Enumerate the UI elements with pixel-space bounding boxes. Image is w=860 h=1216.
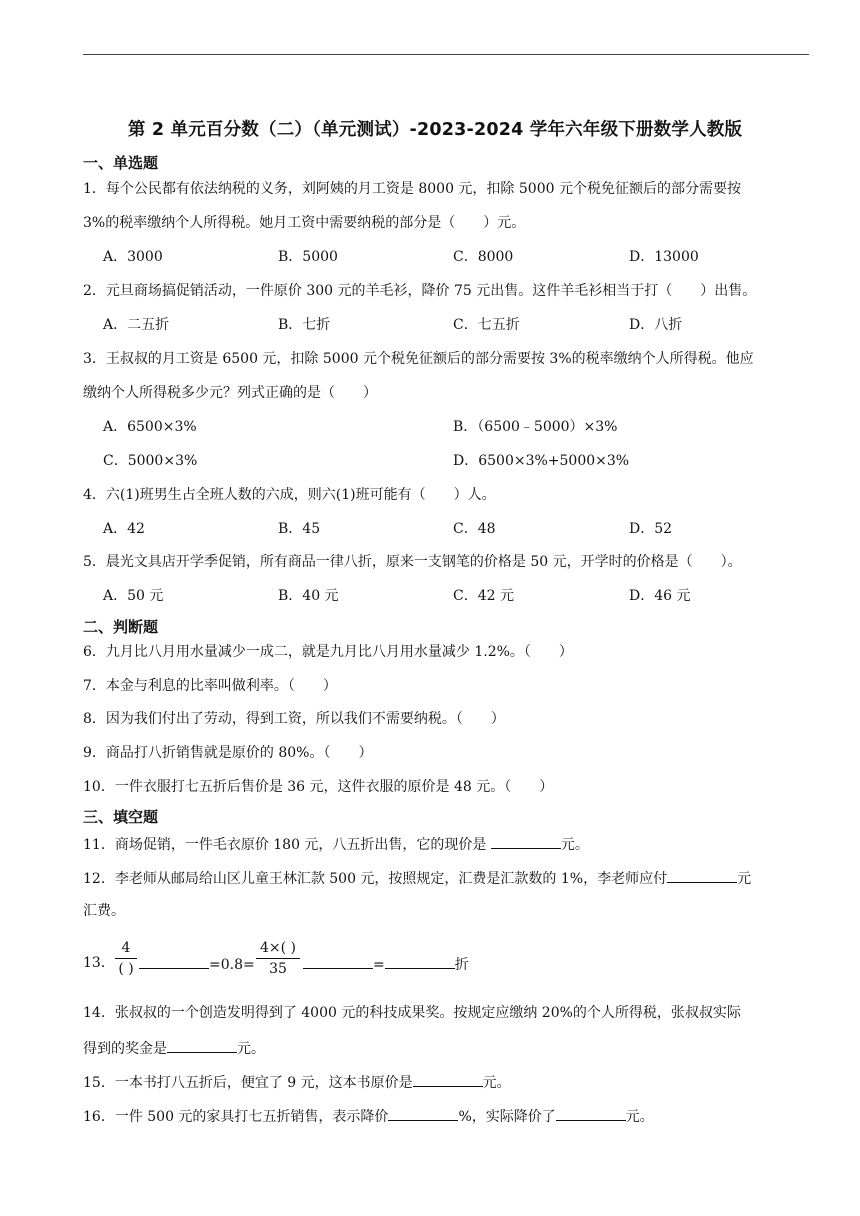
question-11: [83, 834, 589, 854]
question-1-option-b[interactable]: B．5000: [278, 249, 338, 265]
question-12-text: 12．李老师从邮局给山区儿童王林汇款 500 元，按照规定，汇费是汇款数的 1%，李老师应付: [83, 871, 668, 887]
question-2-line-1: 2．元旦商场搞促销活动，一件原价 300 元的羊毛衫，降价 75 元出售。这件羊毛衫相当于打（ ）出售。: [83, 283, 757, 299]
question-3-option-a[interactable]: A．6500×3%: [103, 419, 197, 435]
question-14-unit: 元。: [237, 1041, 265, 1057]
question-10: 10．一件衣服打七五折后售价是 36 元，这件衣服的原价是 48 元。（ ）: [83, 779, 554, 795]
section-heading-true-false: 二、判断题: [83, 618, 159, 636]
question-5-option-d[interactable]: D．46 元: [629, 588, 691, 604]
answer-blank[interactable]: [388, 1106, 458, 1121]
question-15: [83, 1072, 511, 1092]
question-7: 7．本金与利息的比率叫做利率。（ ）: [83, 678, 337, 694]
question-5-option-b[interactable]: B．40 元: [278, 588, 339, 604]
question-13-label: 13．: [83, 955, 115, 971]
question-13-unit: 折: [454, 957, 469, 973]
question-15-text: 15．一本书打八五折后，便宜了 9 元，这本书原价是: [83, 1075, 413, 1091]
question-16-middle: %，实际降价了: [458, 1109, 556, 1125]
question-12-line-1: [83, 868, 751, 888]
question-3-line-2: 缴纳个人所得税多少元？列式正确的是（ ）: [83, 385, 377, 401]
answer-blank[interactable]: [167, 1038, 237, 1053]
question-11-unit: 元。: [560, 837, 589, 853]
question-6: 6．九月比八月用水量减少一成二，就是九月比八月用水量减少 1.2%。（ ）: [83, 644, 573, 660]
question-1-line-1: 1．每个公民都有依法纳税的义务，刘阿姨的月工资是 8000 元，扣除 5000 元个税免征额后的部分需要按: [83, 181, 741, 197]
answer-blank[interactable]: [303, 954, 373, 969]
question-4-option-a[interactable]: A．42: [103, 521, 145, 537]
question-3-option-b[interactable]: B．（6500﹣5000）×3%: [453, 419, 618, 435]
question-16-text: 16．一件 500 元的家具打七五折销售，表示降价: [83, 1109, 389, 1125]
page-title: 第 2 单元百分数（二）（单元测试）-2023-2024 学年六年级下册数学人教版: [127, 120, 743, 140]
answer-blank[interactable]: [491, 834, 561, 849]
question-13-fraction-2: [256, 939, 300, 978]
question-1-line-2: 3%的税率缴纳个人所得税。她月工资中需要纳税的部分是（ ）元。: [83, 215, 526, 231]
fraction-numerator: 4×( ): [259, 940, 296, 956]
question-4-option-d[interactable]: D．52: [629, 521, 673, 537]
answer-blank[interactable]: [139, 954, 209, 969]
fraction-numerator: 4: [121, 940, 131, 956]
question-14-line-2: [83, 1038, 265, 1058]
fraction-denominator: ( ): [118, 961, 134, 977]
question-14-text: 得到的奖金是: [83, 1041, 167, 1057]
answer-blank[interactable]: [667, 868, 737, 883]
fraction-bar: [256, 958, 300, 959]
question-12-line-2: 汇费。: [83, 903, 125, 919]
answer-blank[interactable]: [413, 1072, 483, 1087]
question-16-unit: 元。: [625, 1109, 654, 1125]
question-5-option-c[interactable]: C．42 元: [453, 588, 514, 604]
question-11-text: 11．商场促销，一件毛衣原价 180 元，八五折出售，它的现价是: [83, 837, 491, 853]
section-heading-single-choice: 一、单选题: [83, 154, 159, 172]
section-heading-fill-blank: 三、填空题: [83, 808, 159, 826]
question-5-line-1: 5．晨光文具店开学季促销，所有商品一律八折，原来一支钢笔的价格是 50 元，开学时的价格是（ ）。: [83, 554, 742, 570]
question-4-line-1: 4．六(1)班男生占全班人数的六成，则六(1)班可能有（ ）人。: [83, 487, 496, 503]
question-3-option-c[interactable]: C．5000×3%: [103, 453, 198, 469]
question-1-option-c[interactable]: C．8000: [453, 249, 514, 265]
question-13-part-2: [303, 954, 469, 974]
question-13-equals-08: =0.8=: [209, 957, 255, 973]
question-4-option-c[interactable]: C．48: [453, 521, 496, 537]
question-2-option-b[interactable]: B．七折: [278, 317, 331, 333]
question-5-option-a[interactable]: A．50 元: [103, 588, 164, 604]
question-14-line-1: 14．张叔叔的一个创造发明得到了 4000 元的科技成果奖。按规定应缴纳 20%的个人所得税，张叔叔实际: [83, 1005, 741, 1021]
answer-blank[interactable]: [385, 954, 455, 969]
question-4-option-b[interactable]: B．45: [278, 521, 321, 537]
question-2-option-a[interactable]: A．二五折: [103, 317, 170, 333]
question-2-option-d[interactable]: D．八折: [629, 317, 683, 333]
question-13-equals: =: [373, 957, 385, 973]
question-2-option-c[interactable]: C．七五折: [453, 317, 520, 333]
question-15-unit: 元。: [482, 1075, 511, 1091]
question-1-option-a[interactable]: A．3000: [103, 249, 163, 265]
answer-blank[interactable]: [556, 1106, 626, 1121]
question-13-fraction-1: [115, 939, 137, 978]
question-3-line-1: 3．王叔叔的月工资是 6500 元，扣除 5000 元个税免征额后的部分需要按 3%的税率缴纳个人所得税。他应: [83, 351, 754, 367]
fraction-bar: [115, 958, 137, 959]
question-8: 8．因为我们付出了劳动，得到工资，所以我们不需要纳税。（ ）: [83, 711, 505, 727]
question-16: [83, 1106, 654, 1126]
question-13-part-1: [139, 954, 255, 974]
fraction-denominator: 35: [269, 961, 287, 977]
header-rule: [83, 54, 809, 55]
question-9: 9．商品打八折销售就是原价的 80%。（ ）: [83, 745, 373, 761]
question-1-option-d[interactable]: D．13000: [629, 249, 699, 265]
question-12-unit: 元: [737, 871, 752, 887]
question-3-option-d[interactable]: D．6500×3%+5000×3%: [453, 453, 630, 469]
